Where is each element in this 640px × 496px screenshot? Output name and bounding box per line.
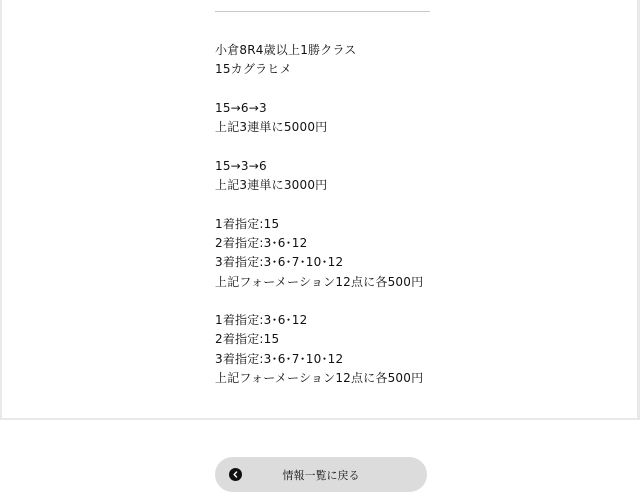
article-card	[2, 0, 637, 418]
article-line: 3着指定:3･6･7･10･12	[215, 351, 344, 366]
article-body	[215, 41, 423, 388]
article-line	[215, 80, 423, 99]
article-line: 15→3→6	[215, 158, 267, 173]
article-line: 2着指定:3･6･12	[215, 235, 308, 250]
article-line: 15→6→3	[215, 100, 267, 115]
back-to-list-button[interactable]	[215, 457, 427, 492]
article-line: 上記3連単に5000円	[215, 120, 328, 135]
article-line	[215, 137, 423, 156]
article-line: 15カグラヒメ	[215, 62, 292, 77]
article-line: 小倉8R4歳以上1勝クラス	[215, 43, 357, 57]
article-line: 上記フォーメーション12点に各500円	[215, 371, 424, 386]
article-line: 上記フォーメーション12点に各500円	[215, 274, 424, 289]
article-line: 1着指定:3･6･12	[215, 313, 308, 328]
article-line: 1着指定:15	[215, 216, 280, 231]
article-line: 3着指定:3･6･7･10･12	[215, 255, 344, 270]
article-line	[215, 195, 423, 214]
chevron-left-circle-icon	[229, 468, 242, 481]
article-line	[215, 292, 423, 311]
back-to-list-label: 情報一覧に戻る	[282, 468, 360, 482]
divider-line	[215, 11, 430, 12]
article-line: 上記3連単に3000円	[215, 178, 328, 193]
article-line: 2着指定:15	[215, 332, 280, 347]
